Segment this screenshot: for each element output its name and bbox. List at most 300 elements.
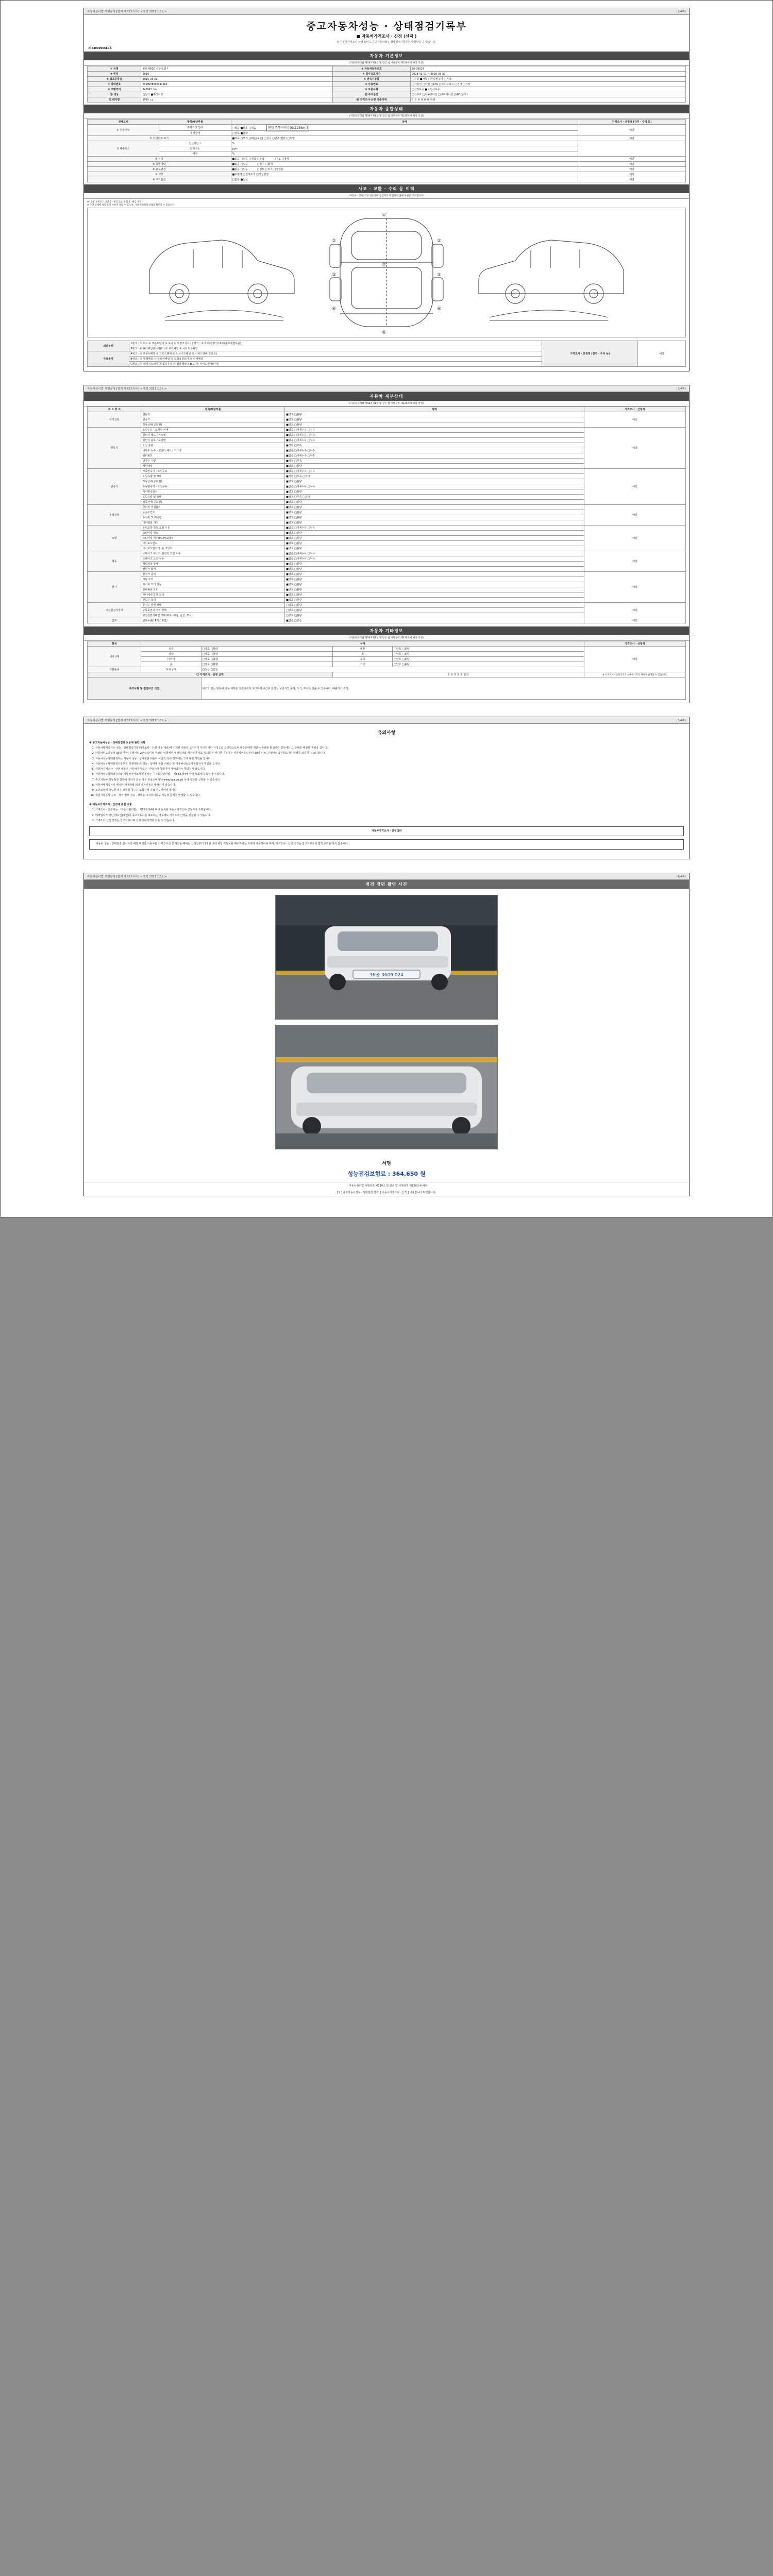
table-row bbox=[88, 125, 686, 131]
appraisal-request-box bbox=[89, 826, 684, 837]
notice-head-2: ※ 자동차가격조사 · 산정에 관한 사항 bbox=[89, 803, 132, 807]
table-row bbox=[88, 428, 686, 433]
overall-price bbox=[578, 141, 686, 157]
page-number-4: (4/4쪽) bbox=[676, 875, 686, 878]
table-row bbox=[88, 672, 686, 677]
overall-group: ② 차대번호 표기 bbox=[88, 136, 231, 141]
page-number-1: (1/4쪽) bbox=[676, 10, 686, 13]
detail-item: 와이퍼 모터 기능 bbox=[141, 582, 285, 587]
page-2-topbar bbox=[84, 385, 689, 392]
detail-price: 해당 bbox=[584, 505, 685, 526]
table-row bbox=[88, 551, 686, 556]
table-row bbox=[88, 469, 686, 474]
detail-state: ■없음 □미세누유 □누유 bbox=[285, 551, 584, 556]
page-number-2: (2/4쪽) bbox=[676, 387, 686, 391]
page-1-topbar bbox=[84, 8, 689, 15]
detail-state: ■없음 □미세누유 □누유 bbox=[285, 469, 584, 474]
basic-label: ⑩ 보증유형 bbox=[333, 87, 411, 92]
detail-state: ■양호 □불량 bbox=[285, 567, 584, 572]
detail-item: 고전원전기배선 상태(피복, 빠짐, 손상, 부식) bbox=[141, 613, 285, 618]
detail-state: ■적정 □부족 bbox=[285, 443, 584, 448]
table-row bbox=[88, 87, 686, 92]
record-number: 제 7300000660호 bbox=[88, 47, 112, 50]
accident-price-label: 가격조사 · 산정액 (감가 · 수리 등) bbox=[542, 341, 638, 367]
notice-title: 유의사항 bbox=[377, 731, 396, 736]
detail-item: 기어변속장치 bbox=[141, 489, 285, 495]
basic-label: ⑫ 주요옵션 bbox=[333, 92, 411, 97]
basic-value: □자가보증 ■보험사보증 bbox=[410, 87, 685, 92]
other-state: □양호 □불량 bbox=[201, 662, 332, 667]
photo-area bbox=[84, 889, 689, 1156]
detail-item: 오일유량 및 상태 bbox=[141, 495, 285, 500]
other-state: □양호 □불량 bbox=[201, 647, 332, 652]
basic-info-table bbox=[87, 66, 686, 103]
basic-value: □원색 ■투색이상 bbox=[141, 92, 333, 97]
basic-value: 2016 bbox=[141, 72, 333, 77]
basic-label: ① 차명 bbox=[88, 66, 141, 72]
detail-item: 오일 유량 bbox=[141, 443, 285, 448]
detail-state: ■양호 □불량 bbox=[285, 489, 584, 495]
car-diagram bbox=[87, 208, 686, 337]
detail-state: ■양호 □불량 bbox=[285, 500, 584, 505]
remarks-label: 특기사항 및 점검자의 의견 bbox=[88, 677, 201, 700]
notice-item: 2. 매매업자가 아닌 매도인(개인)이 중고자동차를 매도하는 경우에도 가격조사·산정을 신청할 수 있습니다. bbox=[95, 814, 684, 818]
form-reference: 자동차관리법 시행규칙 [별지 제82호서식] <개정 2021.1.19.> bbox=[87, 10, 167, 13]
section-detail-note: (자동차관리법 제58조제1항 및 같은 법 시행규칙 제120조에 따라 작성) bbox=[84, 401, 689, 406]
detail-price: 해당 bbox=[584, 618, 685, 623]
detail-state-table bbox=[87, 406, 686, 623]
detail-state: ■양호 □불량 bbox=[285, 531, 584, 536]
detail-group: 전기 bbox=[88, 572, 141, 603]
other-item: 내장 bbox=[332, 647, 392, 652]
notice-item: 3. 가격조사·산정 결과는 참고자료이며 실제 거래가격과 다를 수 있습니다. bbox=[95, 819, 684, 823]
detail-item: 스티어링 기어(MDPS포함) bbox=[141, 536, 285, 541]
table-row bbox=[88, 72, 686, 77]
col-state: 상태표시 bbox=[88, 120, 159, 125]
col-price: 가격조사 · 산정액 bbox=[584, 641, 685, 647]
basic-value: YV1MWTB0Q2313965 bbox=[141, 82, 333, 87]
detail-item: 연료누출(LP가스포함) bbox=[141, 618, 285, 623]
basic-label: ② 자동차등록번호 bbox=[333, 66, 411, 72]
tuning-state: ■없음 □있음 □적법 □불법 bbox=[232, 158, 264, 161]
overall-group: ⑧ 주요옵션 bbox=[88, 177, 231, 182]
detail-item: 변속기 bbox=[141, 417, 285, 422]
detail-state: ■양호 □불량 bbox=[285, 505, 584, 510]
table-row bbox=[88, 172, 686, 177]
table-row bbox=[88, 167, 686, 172]
detail-item: 자동변속기 - 오일누유 bbox=[141, 469, 285, 474]
table-row bbox=[88, 157, 686, 162]
detail-item: 동력조향 작동 오일 누유 bbox=[141, 526, 285, 531]
detail-item: 작동상태(공회전) bbox=[141, 479, 285, 484]
section-overall-note: (자동차관리법 제58조제1항 및 같은 법 시행규칙 제120조에 따라 작성) bbox=[84, 113, 689, 119]
part-list: A랭크 : ⑨ 프론트패널 ⑩ 크로스멤버 ⑪ 인사이드패널 ⑫ 사이드멤버(프론트) bbox=[129, 351, 542, 357]
detail-state: ■양호 □불량 bbox=[285, 464, 584, 469]
overall-state: □양호 ■불량 bbox=[231, 131, 578, 136]
detail-item: 라디에이터 팬 모터 bbox=[141, 592, 285, 598]
detail-item: 배력장치 상태 bbox=[141, 562, 285, 567]
col-major-device: 주 요 장 치 bbox=[88, 407, 141, 412]
detail-item: 발전기 출력 bbox=[141, 572, 285, 577]
detail-item: 작동상태(공회전) bbox=[141, 422, 285, 428]
detail-group: 동력전달 bbox=[88, 505, 141, 526]
table-row bbox=[88, 97, 686, 103]
notice-item: 6. 자동차성능상태점검자와 자동차가격조사·산정자는 「자동차관리법」 제58조의4에 따라 협회에 등록하여야 합니다. bbox=[95, 773, 684, 777]
detail-state: ■양호 □불량 bbox=[285, 422, 584, 428]
overall-item: 주행거리 상태 bbox=[159, 125, 231, 131]
accident-price-value: 해당 bbox=[638, 341, 686, 367]
detail-price: 해당 bbox=[584, 603, 685, 618]
table-row bbox=[88, 647, 686, 652]
detail-item: 브레이크 마스터 실린더 오일 누유 bbox=[141, 551, 285, 556]
detail-state: ■양호 □불량 bbox=[285, 587, 584, 592]
page-title: 중고자동차성능 · 상태점검기록부 bbox=[306, 21, 467, 32]
other-item: 외장 bbox=[141, 647, 201, 652]
section-other-note: (자동차관리법 제58조제1항 및 같은 법 시행규칙 제120조에 따라 작성) bbox=[84, 635, 689, 641]
table-row bbox=[88, 136, 686, 141]
notice-item: 9. 보증보험에 가입된 경우 보험금 청구는 보험사에 직접 청구하여야 합니다. bbox=[95, 789, 684, 793]
svg-text:⑦: ⑦ bbox=[381, 262, 386, 267]
overall-price: 해당 bbox=[578, 136, 686, 141]
detail-item: 구동축전지 격리 상태 bbox=[141, 608, 285, 613]
col-state: 상태 bbox=[285, 407, 584, 412]
detail-item: 작동상태(공회전) bbox=[141, 500, 285, 505]
notice-item: 2. 자동차인도일부터 30일 이상, 주행거리 2천킬로미터 이상의 범위에서 매매업자와 매수인이 별도 합의되지 아니한 경우에는 자동차인도일부터 30일 이상, 주행거리 2천킬로미터 이상을 보증기간으로 합니다. bbox=[95, 752, 684, 756]
table-header-row bbox=[88, 641, 686, 647]
other-group: 기본품목 bbox=[88, 667, 141, 672]
part-list: 1랭크 : ① 후드 ② 프론트휀더 ③ 도어 ④ 트렁크리드 / 2랭크 : ⑤ 라디에이터서포트(볼트체결부품) bbox=[129, 341, 542, 346]
detail-price: 해당 bbox=[584, 526, 685, 551]
table-row bbox=[88, 162, 686, 167]
detail-price: 해당 bbox=[584, 572, 685, 603]
accident-parts-table bbox=[87, 341, 686, 367]
detail-state: ■양호 □불량 bbox=[285, 510, 584, 515]
svg-text:④: ④ bbox=[381, 330, 386, 335]
basic-label: ⑧ 사용연료 bbox=[333, 82, 411, 87]
detail-group: 자기진단 bbox=[88, 412, 141, 428]
part-list: B랭크 : ⑬ 대쉬패널 ⑭ 플로어패널 ⑮ 트렁크플로어 ⑯ 리어패널 bbox=[129, 357, 542, 362]
other-state: □양호 □불량 bbox=[393, 652, 584, 657]
table-row bbox=[88, 141, 686, 146]
overall-group: ⑦ 색상 bbox=[88, 172, 231, 177]
total-price-value: 0 0 0 0 0 만원 bbox=[332, 672, 584, 677]
svg-text:③: ③ bbox=[331, 273, 337, 278]
detail-state: ■양호 □불량 bbox=[285, 572, 584, 577]
page-1 bbox=[83, 8, 690, 371]
other-state: □양호 □불량 bbox=[393, 662, 584, 667]
detail-group: 고전원전기장치 bbox=[88, 603, 141, 618]
detail-group: 원동기 bbox=[88, 428, 141, 469]
detail-item: 추진축 및 베어링 bbox=[141, 515, 285, 520]
detail-table-body bbox=[88, 412, 686, 623]
col-state: 상태 bbox=[141, 641, 584, 647]
overall-item: 일산화탄소 bbox=[159, 141, 231, 146]
detail-item: 브레이크 오일 누유 bbox=[141, 556, 285, 562]
detail-item: 타이로드엔드 bbox=[141, 541, 285, 546]
detail-item: 디퍼렌셜 기어 bbox=[141, 520, 285, 526]
detail-item: 시동 모터 bbox=[141, 577, 285, 582]
detail-state: □양호 □불량 bbox=[285, 608, 584, 613]
page-3-topbar bbox=[84, 717, 689, 724]
detail-item: 충전구 절연 상태 bbox=[141, 603, 285, 608]
other-group: 새시상태 bbox=[88, 647, 141, 667]
overall-price: 해당 bbox=[578, 177, 686, 182]
overall-group: ① 사용이력 bbox=[88, 125, 159, 136]
section-other-bar: 자동차 기타정보 bbox=[84, 626, 689, 635]
other-item: 타이어 bbox=[141, 657, 201, 662]
overall-state bbox=[231, 162, 578, 167]
basic-value: □수동 ■자동 □무단변속기 □기타 bbox=[410, 77, 685, 82]
notice-list-1 bbox=[89, 747, 684, 798]
detail-state: ■양호 □불량 bbox=[285, 577, 584, 582]
part-group: 주요골격 bbox=[88, 351, 129, 367]
col-item: 항목 bbox=[88, 641, 141, 647]
detail-group: 변속기 bbox=[88, 469, 141, 505]
notice-section bbox=[84, 724, 689, 859]
detail-state: □양호 □불량 bbox=[285, 603, 584, 608]
notice-item: 7. 중고자동차 성능점검 결과에 이의가 있는 경우 한국소비자원(www.kca.go.kr) 등에 상담을 신청할 수 있습니다. bbox=[95, 778, 684, 783]
detail-item: 실린더 블록 / 오일팬 bbox=[141, 438, 285, 443]
section-overall-bar: 자동차 종합상태 bbox=[84, 105, 689, 113]
notice-item: 1. 가격조사 · 산정자는 「자동차관리법」 제58조의4에 따라 등록된 자동차가격조사·산정자가 수행합니다. bbox=[95, 808, 684, 812]
car-diagram-svg bbox=[88, 208, 685, 337]
other-item: 휠 bbox=[332, 652, 392, 657]
col-check: 상태 bbox=[231, 120, 578, 125]
basic-label: ④ 검사유효기간 bbox=[333, 72, 411, 77]
basic-value: □선루프 □자동에어컨 □내비게이션 □AV □기타 bbox=[410, 92, 685, 97]
detail-state: ■없음 □미세누유 □누유 bbox=[285, 438, 584, 443]
detail-state: ■없음 □미세누유 □누유 bbox=[285, 526, 584, 531]
basic-value: 2028-03-01 ~ 2028-03-30 bbox=[410, 72, 685, 77]
page-4-topbar bbox=[84, 873, 689, 880]
basic-label: ⑥ 변속기종류 bbox=[333, 77, 411, 82]
table-row bbox=[88, 526, 686, 531]
svg-text:②: ② bbox=[331, 239, 337, 244]
detail-state: ■없음 □미세누유 □누유 bbox=[285, 484, 584, 489]
other-item: 기타 bbox=[332, 662, 392, 667]
total-price-label: ㉠ 가격조사 · 산정 금액 bbox=[88, 672, 333, 677]
document-page bbox=[0, 0, 773, 1217]
detail-item: 밸런저 휠비 bbox=[141, 567, 285, 572]
detail-item: 수동변속기 - 오일누유 bbox=[141, 484, 285, 489]
table-row bbox=[88, 92, 686, 97]
detail-item: 타이로드엔드 및 볼 조인트 bbox=[141, 546, 285, 551]
footer-line-2: [ Y ] 중고자동차성능 · 상태점검 결과, [ 자동차가격조사 · 산정 ] 내용입니다 확인합니다. bbox=[337, 1191, 436, 1194]
basic-value: 1969 cc bbox=[141, 97, 333, 103]
section-detail-bar: 자동차 세부상태 bbox=[84, 392, 689, 401]
detail-state: ■양호 □불량 bbox=[285, 562, 584, 567]
overall-group: ⑤ 특별이력 bbox=[88, 162, 231, 167]
table-row bbox=[88, 66, 686, 72]
overall-state: ■양호 □부식 □훼손(오손) □상이 □변조(변타) □도말 bbox=[231, 136, 578, 141]
detail-item: 실린더 헤드 / 가스켓 bbox=[141, 433, 285, 438]
photo-underbody-svg bbox=[276, 1025, 497, 1149]
basic-value: □가솔린 □디젤 □LPG □하이브리드 □전기 □기타 bbox=[410, 82, 685, 87]
overall-state bbox=[231, 167, 578, 172]
table-row bbox=[88, 412, 686, 417]
detail-item: 냉각수 수량 bbox=[141, 459, 285, 464]
part-group: 외판부위 bbox=[88, 341, 129, 351]
basic-label: ⑬ 배기량 bbox=[88, 97, 141, 103]
notice-item: 4. 자동차성능상태점검기록부의 기재사항 중 성능 · 상태에 관한 사항은 본 자동차성능상태점검자가 책임을 집니다. bbox=[95, 762, 684, 767]
overall-state: □많음 ■보통 □적음 bbox=[232, 127, 256, 130]
other-item: 유리 bbox=[332, 657, 392, 662]
svg-text:⑥: ⑥ bbox=[436, 307, 442, 312]
remarks-text: 비고와 있는 항목에 기능 여부은 점검시에서 체크하며 중간과 특성상 보증기인 문제, 도색, 부식은 있을 수 있습니다. 배출가스 측정. bbox=[201, 677, 685, 700]
col-detail: 항목/해당부품 bbox=[159, 120, 231, 125]
basic-value: 042047 km bbox=[141, 87, 333, 92]
detail-state: ■적정 □부족 □과다 bbox=[285, 474, 584, 479]
detail-state: ■없음 □미세누수 □누수 bbox=[285, 453, 584, 459]
overall-state: % bbox=[231, 141, 578, 146]
overall-item: 계기상태 bbox=[159, 131, 231, 136]
detail-group: 조향 bbox=[88, 526, 141, 551]
table-row bbox=[88, 505, 686, 510]
table-row bbox=[88, 177, 686, 182]
detail-state: ■양호 □불량 bbox=[285, 412, 584, 417]
overall-price: 해당 bbox=[578, 162, 686, 167]
detail-price: 해당 bbox=[584, 428, 685, 469]
overall-group: ⑥ 용도변경 bbox=[88, 167, 231, 172]
table-row bbox=[88, 677, 686, 700]
detail-item: 실내송풍 모터 bbox=[141, 587, 285, 592]
detail-state: ■없음 □미세누유 □누유 bbox=[285, 556, 584, 562]
detail-state: ■없음 □있음 bbox=[285, 618, 584, 623]
table-row bbox=[88, 82, 686, 87]
document-sheet bbox=[0, 0, 773, 1217]
overall-item: 탄화수소 bbox=[159, 146, 231, 151]
page-subnote: ※ 자동차가격조사·산정 없이도 중고자동차성능·상태점검기록부는 발급받을 수 있습니다. bbox=[337, 41, 436, 44]
svg-text:②: ② bbox=[436, 239, 442, 244]
overall-price: 해당 bbox=[578, 172, 686, 177]
basic-value: 볼보 V60D 더뉴모델 ? bbox=[141, 66, 333, 72]
table-row bbox=[88, 572, 686, 577]
detail-state: ■없음 □미세누유 □누유 bbox=[285, 433, 584, 438]
basic-value: 0 0 0 0 0 0 만원 bbox=[410, 97, 685, 103]
page-subtitle: ■ 자동차가격조사 · 산정 (선택 ) bbox=[356, 34, 417, 39]
overall-group: ④ 튜닝 bbox=[88, 157, 231, 162]
overall-price: 해당 bbox=[578, 157, 686, 162]
detail-item: 커먼레일 bbox=[141, 464, 285, 469]
detail-state: ■양호 □불량 bbox=[285, 592, 584, 598]
section-basic-info-bar: 자동차 기본정보 bbox=[84, 52, 689, 60]
other-state: □있음 □없음 bbox=[201, 667, 584, 672]
page-4 bbox=[83, 873, 690, 1196]
basic-label: ⑪ 색상 bbox=[88, 92, 141, 97]
overall-group: ③ 배출가스 bbox=[88, 141, 159, 157]
total-price-note: ※ 가격조사 · 산정가격과 실매매가격의 차이가 발생할 수 있습니다. bbox=[584, 672, 685, 677]
overall-state: □없음 ■있음 bbox=[231, 177, 578, 182]
appraisal-request-title: 자동차가격조사 · 산정의뢰 bbox=[371, 829, 402, 833]
notice-item: 3. 자동차성능상태점검자는 자동차 성능 · 상태점검 내용이 사실과 다른 경우에는 그에 대한 책임을 집니다. bbox=[95, 757, 684, 761]
accident-legend-2: ※ 주말 상태에 따라 표기 사항이 다를 수 있으며, 가장 적절하게 상태를 확인할 수 있습니다. bbox=[87, 204, 175, 207]
other-state: □양호 □불량 bbox=[201, 652, 332, 657]
overall-item: 매연 bbox=[159, 151, 231, 157]
detail-state: ■양호 □불량 bbox=[285, 417, 584, 422]
detail-group: 제동 bbox=[88, 551, 141, 572]
detail-item: 오일누유 - 로커암 커버 bbox=[141, 428, 285, 433]
photo-section-title: 점검 장면 촬영 사진 bbox=[84, 880, 689, 889]
section-basic-info-note: (자동차관리법 제58조제1항 및 같은 법 시행규칙 제120조에 따라 작성) bbox=[84, 60, 689, 66]
notice-item: 10. 점검기록부상 구조 · 장치 별로 성능 · 상태를 고지하더라도 기능상 문제가 발생할 수 있습니다. bbox=[95, 794, 684, 798]
detail-price: 해당 bbox=[584, 551, 685, 572]
detail-state: ■양호 □불량 bbox=[285, 541, 584, 546]
detail-item: 스티어링 펌프 bbox=[141, 531, 285, 536]
overall-state bbox=[231, 157, 578, 162]
overall-state-cell bbox=[231, 125, 578, 131]
detail-item: 등속조인트 bbox=[141, 510, 285, 515]
usage-change-extra: □렌트 □리스 □영업용 bbox=[257, 168, 283, 171]
part-list: 3랭크 : ⑥ 쿼터패널(리어휀더) ⑦ 루프패널 ⑧ 사이드실패널 bbox=[129, 346, 542, 351]
svg-text:③: ③ bbox=[436, 273, 442, 278]
overall-state: ■무변경 □전체도색 □색상변경 bbox=[231, 172, 578, 177]
detail-state: □양호 □불량 bbox=[285, 613, 584, 618]
form-reference-2: 자동차관리법 시행규칙 [별지 제82호서식] <개정 2021.1.19.> bbox=[87, 387, 167, 391]
section-accident-note: (자동차 · 산정자 및 성능상태 점검자가 확인하지 못한 부분은 제외합니다) bbox=[84, 193, 689, 199]
overall-state: % bbox=[231, 151, 578, 157]
appraisal-disclaimer-text: 「자동차 성능 · 상태점검 실시자가 해당 매매용 자동차를 가격조사·산정 하였을 때에는 산정일부터 3개월 내에 해당 자동차를 매수하려는 자에게 제공하여야 하며, 가격조사 · 산정 결과는 참고자료로서 법적 효력을 갖지 않습니다.」 bbox=[93, 842, 351, 846]
other-state: □양호 □불량 bbox=[393, 657, 584, 662]
detail-state: ■적정 □부족 □과다 bbox=[285, 495, 584, 500]
page-3 bbox=[83, 717, 690, 859]
detail-price: 해당 bbox=[584, 469, 685, 505]
section-accident-bar: 사고 · 교환 · 수리 등 이력 bbox=[84, 184, 689, 193]
other-state: □양호 □불량 bbox=[393, 647, 584, 652]
notice-head-1: ※ 중고자동차성능 · 상태점검과 보증에 관한 사항 bbox=[89, 741, 145, 744]
detail-state: ■양호 □불량 bbox=[285, 598, 584, 603]
overall-state: ppm bbox=[231, 146, 578, 151]
svg-text:①: ① bbox=[381, 213, 386, 218]
accident-legend-1: ※ (외판 부위) 1 - 교환 2 - 판금 또는 용접 X - 판금 수리 bbox=[87, 201, 142, 204]
notice-item: 5. 자동차가격조사 · 산정 내용은 자동차가격조사 · 산정자가 책임지며 매매업자는 책임지지 않습니다. bbox=[95, 768, 684, 772]
detail-item: 워터펌프 bbox=[141, 453, 285, 459]
tuning-extra: □구조 □장치 bbox=[273, 158, 289, 161]
inspection-photo-underbody bbox=[275, 1025, 498, 1149]
table-header-row bbox=[88, 407, 686, 412]
detail-item: 윈도우 모터 bbox=[141, 598, 285, 603]
appraisal-disclaimer-box bbox=[89, 839, 684, 850]
basic-value: 36-09024 bbox=[410, 66, 685, 72]
basic-label: ⑦ 차대번호 bbox=[88, 82, 141, 87]
detail-state: ■적정 □부족 bbox=[285, 459, 584, 464]
basic-label: ⑤ 최초등록일 bbox=[88, 77, 141, 82]
other-price: 해당 bbox=[584, 647, 685, 672]
detail-state: ■양호 □불량 bbox=[285, 536, 584, 541]
other-info-table bbox=[87, 641, 686, 700]
detail-state: ■양호 □불량 bbox=[285, 582, 584, 587]
table-row bbox=[88, 618, 686, 623]
odometer-box: 현재 주행거리 [ 03,123km ] bbox=[266, 125, 309, 131]
basic-value: 2016-03-31 bbox=[141, 77, 333, 82]
other-item: 보유상태 bbox=[141, 667, 201, 672]
overall-price: 해당 bbox=[578, 167, 686, 172]
basic-label: ⑨ 주행거리 bbox=[88, 87, 141, 92]
form-reference-4: 자동차관리법 시행규칙 [별지 제82호서식] <개정 2021.1.19.> bbox=[87, 875, 167, 878]
form-reference-3: 자동차관리법 시행규칙 [별지 제82호서식] <개정 2021.1.19.> bbox=[87, 719, 167, 722]
part-list: C랭크 : ⑰ 패키지트레이 ⑱ 휠하우스 ⑲ 필라패널(A,B,C) ⑳ 사이드멤버(리어) bbox=[129, 362, 542, 367]
table-row bbox=[88, 77, 686, 82]
inspection-insurance-fee: 성능점검보험료 : 364,650 원 bbox=[347, 1170, 426, 1177]
signature-label: 서명 bbox=[382, 1161, 391, 1166]
basic-label: ③ 연식 bbox=[88, 72, 141, 77]
detail-state: ■양호 □불량 bbox=[285, 546, 584, 551]
detail-group: 연료 bbox=[88, 618, 141, 623]
col-part: 항목/해당부품 bbox=[141, 407, 285, 412]
detail-item: 원동기 bbox=[141, 412, 285, 417]
basic-label: ⑭ 가격조사·산정 기준가액 bbox=[333, 97, 411, 103]
photo-front-svg bbox=[276, 895, 497, 1019]
detail-state: ■양호 □불량 bbox=[285, 520, 584, 526]
